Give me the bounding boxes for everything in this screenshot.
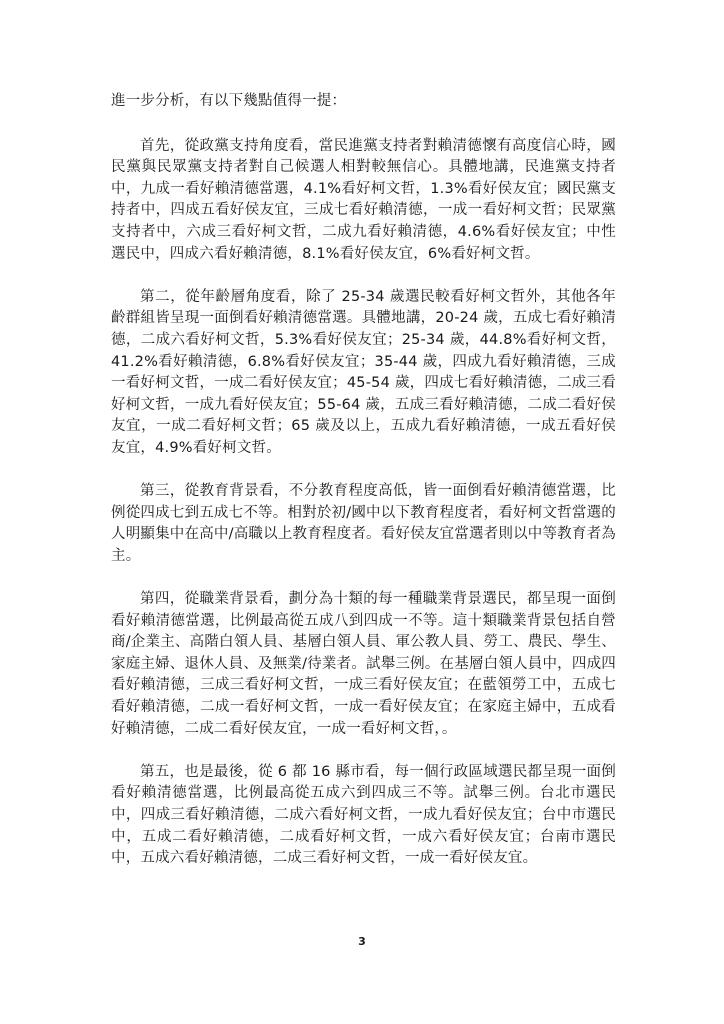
paragraph-region: 第五，也是最後，從 6 都 16 縣市看，每一個行政區域選民都呈現一面倒看好賴清德當選，比例最高從五成六到四成三不等。試舉三例。台北市選民中，四成三看好賴清德，二成六看好柯文哲，一成九看好侯友宜；台中市選民中，五成二看好賴清德，二成看好柯文哲，一成六看好侯友宜；台南市選民中，五成六看好賴清德，二成三看好柯文哲，一成一看好侯友宜。 bbox=[111, 763, 616, 867]
paragraph-education: 第三，從教育背景看，不分教育程度高低，皆一面倒看好賴清德當選，比例從四成七到五成七不等。相對於初/國中以下教育程度者，看好柯文哲當選的人明顯集中在高中/高職以上教育程度者。看好侯友宜當選者則以中等教育者為主。 bbox=[111, 483, 616, 564]
paragraph-occupation: 第四，從職業背景看，劃分為十類的每一種職業背景選民，都呈現一面倒看好賴清德當選，比例最高從五成八到四成一不等。這十類職業背景包括自營商/企業主、高階白領人員、基層白領人員、軍公教人員、勞工、農民、學生、家庭主婦、退休人員、及無業/待業者。試舉三例。在基層白領人員中，四成四看好賴清德，三成三看好柯文哲，一成三看好侯友宜；在藍領勞工中，五成七看好賴清德，二成一看好柯文哲，一成一看好侯友宜；在家庭主婦中，五成看好賴清德，二成二看好侯友宜，一成一看好柯文哲，。 bbox=[111, 591, 616, 737]
paragraph-age-group: 第二，從年齡層角度看，除了 25-34 歲選民較看好柯文哲外，其他各年齡群組皆呈現一面倒看好賴清德當選。具體地講，20-24 歲，五成七看好賴清德，二成六看好柯文哲，5.3%看好侯友宜；25-34 歲，44.8%看好柯文哲，41.2%看好賴清德，6.8%看好侯友宜；35-44 歲，四成九看好賴清德，三成一看好柯文哲，一成二看好侯友宜；45-54 歲，四成七看好賴清德，二成三看好柯文哲，一成九看好侯友宜；55-64 歲，五成三看好賴清德，二成二看好侯友宜，一成二看好柯文哲；65 歲及以上，五成九看好賴清德，一成五看好侯友宜，4.9%看好柯文哲。 bbox=[111, 288, 616, 456]
page-number: 3 bbox=[358, 935, 366, 948]
paragraph-party-support: 首先，從政黨支持角度看，當民進黨支持者對賴清德懷有高度信心時，國民黨與民眾黨支持者對自己候選人相對較無信心。具體地講，民進黨支持者中，九成一看好賴清德當選，4.1%看好柯文哲，1.3%看好侯友宜；國民黨支持者中，四成五看好侯友宜，三成七看好賴清德，一成一看好柯文哲；民眾黨支持者中，六成三看好柯文哲，二成九看好賴清德，4.6%看好侯友宜；中性選民中，四成六看好賴清德，8.1%看好侯友宜，6%看好柯文哲。 bbox=[111, 137, 616, 262]
intro-line: 進一步分析，有以下幾點值得一提： bbox=[111, 93, 347, 109]
